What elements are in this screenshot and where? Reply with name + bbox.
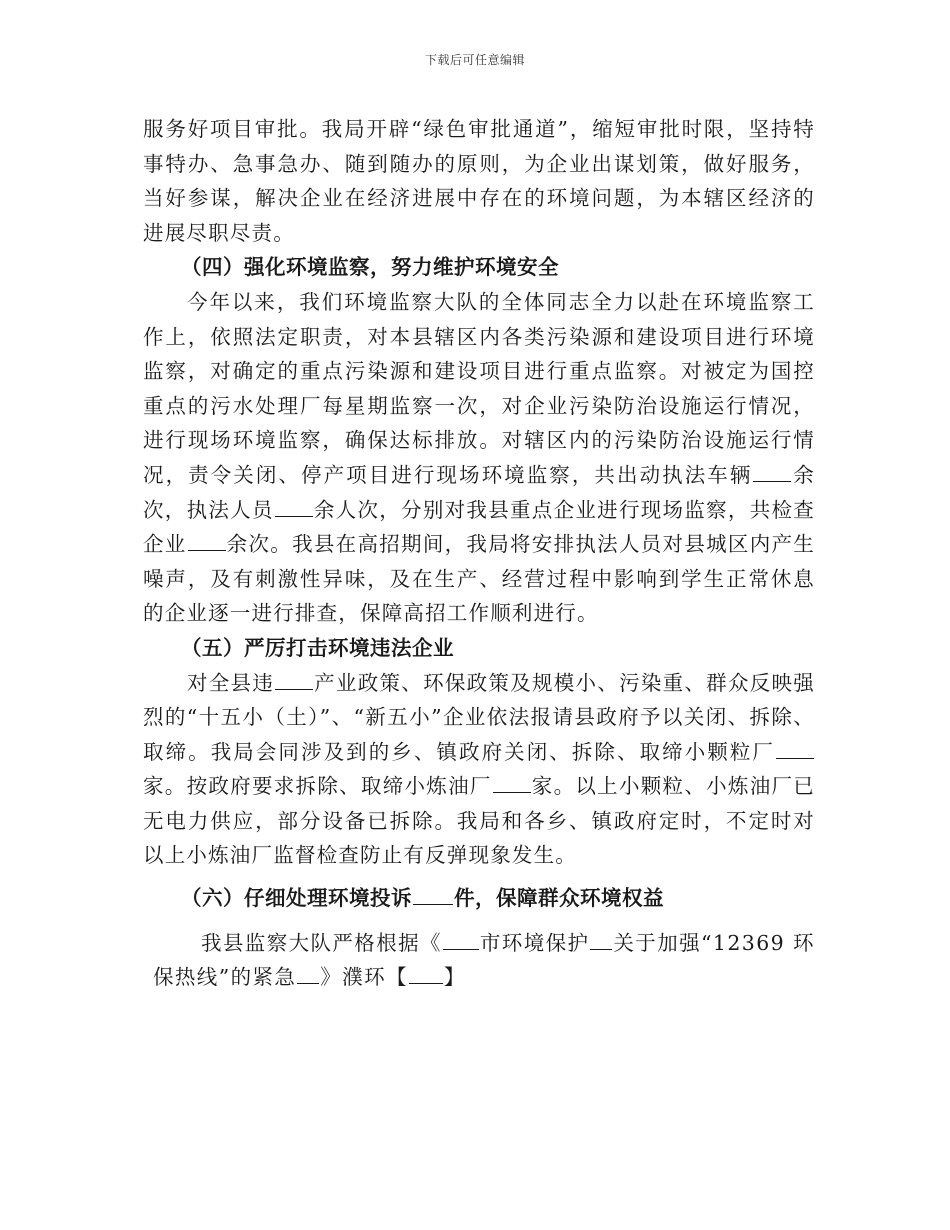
paragraph-line [143, 960, 815, 994]
fill-in-blank [275, 671, 313, 690]
text-run: 市环境保护 [479, 930, 590, 955]
text-run: 我县监察大队严格根据《 [201, 930, 442, 955]
heading-section-5: （五）严厉打击环境违法企业 [181, 635, 454, 660]
text-run: 》濮环【 [320, 964, 408, 989]
text-run: 件，保障群众环境权益 [454, 886, 664, 911]
text-run: 家。以上小颗粒、小炼油厂已无电力供应，部分设备已拆除。我局和各乡、镇政府定时，不定时对以上小炼油厂监督检查防止有反弹现象发生。 [143, 774, 815, 868]
fill-in-blank [275, 498, 313, 517]
paragraph-approval-service: 服务好项目审批。我局开辟“绿色审批通道”，缩短审批时限，坚持特事特办、急事急办、随到随办的原则，为企业出谋划策，做好服务，当好参谋，解决企业在经济进展中存在的环境问题，为本辖区经济的进展尽职尽责。 [143, 117, 815, 245]
paragraph-complaints [143, 926, 815, 994]
text-run: （六）仔细处理环境投诉 [181, 886, 412, 911]
fill-in-blank [590, 931, 612, 950]
fill-in-blank [297, 965, 319, 984]
text-run: 余人次，分别对我县重点企业进行现场监察，共检查企业 [143, 497, 815, 557]
text-run: 关于加强“12369 环 [613, 930, 815, 955]
text-run: 余次，执法人员 [143, 462, 815, 522]
text-run: 产业政策、环保政策及规模小、污染重、群众反映强烈的“十五小（土）”、“新五小”企业依法报请县政府予以关闭、拆除、取缔。我局会同涉及到的乡、镇政府关闭、拆除、取缔小颗粒厂 [143, 670, 815, 764]
heading-section-6 [143, 881, 815, 916]
paragraph-enforcement [143, 666, 815, 874]
text-run: 】 [443, 964, 466, 989]
page-header: 下载后可任意编辑 [424, 53, 525, 67]
text-run: 家。按政府要求拆除、取缔小炼油厂 [143, 774, 492, 799]
fill-in-blank [776, 740, 814, 759]
heading-section-4: （四）强化环境监察，努力维护环境安全 [181, 255, 559, 280]
fill-in-blank [409, 965, 443, 984]
text-run: 今年以来，我们环境监察大队的全体同志全力以赴在环境监察工作上，依照法定职责，对本县辖区内各类污染源和建设项目进行环境监察，对确定的重点污染源和建设项目进行重点监察。对被定为国控重点的污水处理厂每星期监察一次，对企业污染防治设施运行情况，进行现场环境监察，确保达标排放。对辖区内的污染防治设施运行情况，责令关闭、停产项目进行现场环境监察，共出动执法车辆 [143, 289, 815, 487]
fill-in-blank [413, 886, 453, 905]
fill-in-blank [493, 774, 531, 793]
paragraph-environmental-supervision [143, 285, 815, 631]
text-run: 余次。我县在高招期间，我局将安排执法人员对县城区内产生噪声，及有刺激性异味，及在生产、经营过程中影响到学生正常休息的企业逐一进行排查，保障高招工作顺利进行。 [143, 532, 815, 626]
fill-in-blank [188, 532, 226, 551]
fill-in-blank [753, 463, 791, 482]
text-run: 对全县违 [187, 670, 275, 695]
fill-in-blank [443, 931, 479, 950]
text-run: 保热线”的紧急 [153, 964, 297, 989]
document-body [143, 112, 815, 994]
